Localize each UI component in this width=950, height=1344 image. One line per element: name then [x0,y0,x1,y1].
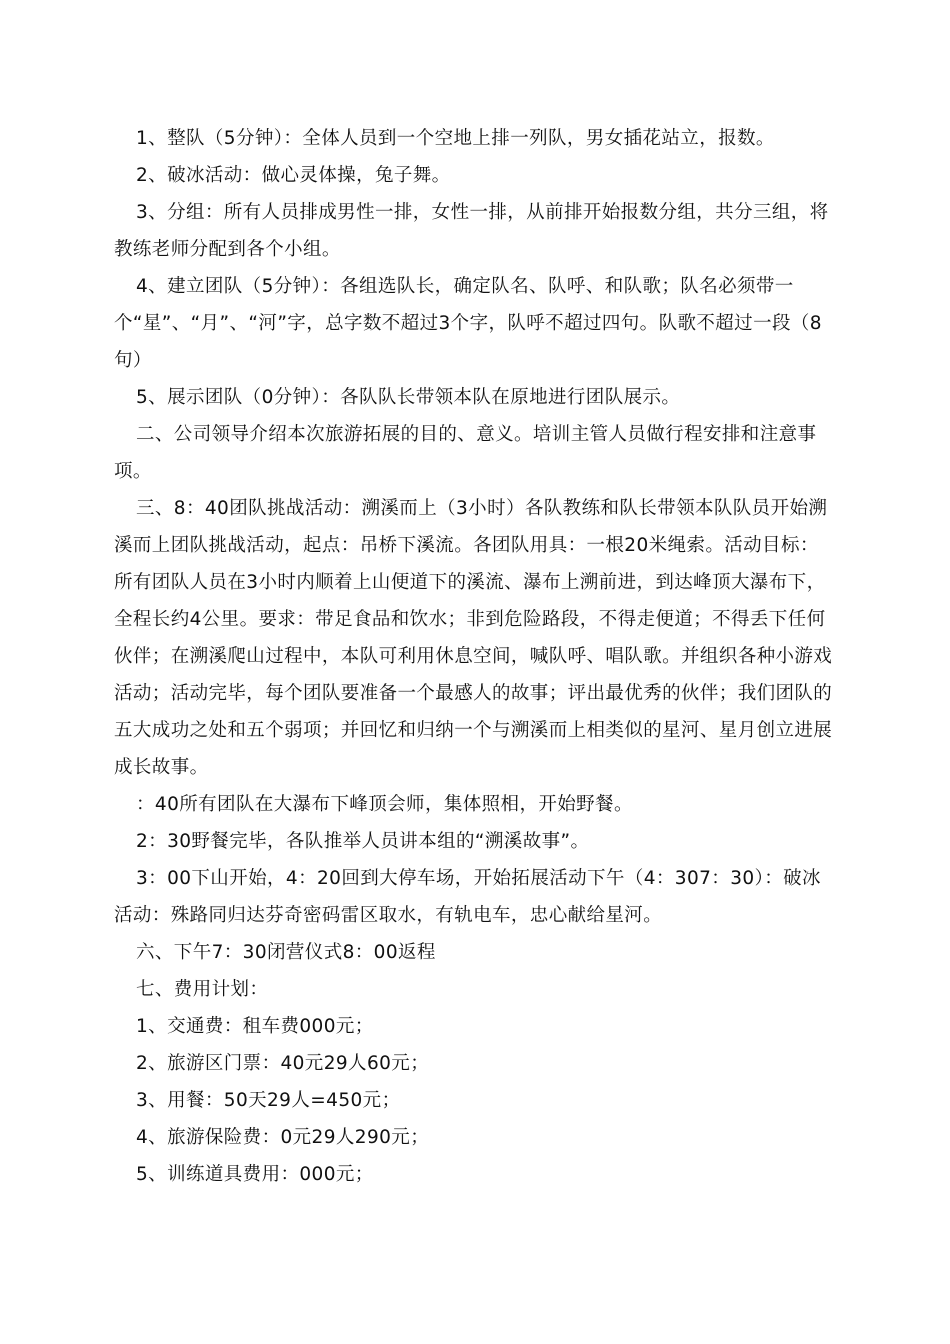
paragraph-cost-transport: 1、交通费：租车费000元； [136,1016,374,1037]
paragraph-stream-challenge: 三、8：40团队挑战活动：溯溪而上（3小时）各队教练和队长带领本队队员开始溯溪而上团队挑战活动，起点：吊桥下溪流。各团队用具：一根20米绳索。活动目标：所有团队人员在3小时内顺着上山便道下的溪流、瀑布上溯前进，到达峰顶大瀑布下，全程长约4公里。要求：带足食品和饮水；非到危险路段，不得走便道；不得丢下任何伙伴；在溯溪爬山过程中，本队可利用休息空间，喊队呼、唱队歌。并组织各种小游戏活动；活动完毕，每个团队要准备一个最感人的故事；评出最优秀的伙伴；我们团队的五大成功之处和五个弱项；并回忆和归纳一个与溯溪而上相类似的星河、星月创立进展成长故事。 [114,498,833,778]
paragraph-build-team: 4、建立团队（5分钟）：各组选队长，确定队名、队呼、和队歌；队名必须带一个“星”、“月”、“河”字，总字数不超过3个字，队呼不超过四句。队歌不超过一段（8句） [114,276,822,371]
paragraph-cost-tickets: 2、旅游区门票：40元29人60元； [136,1053,430,1074]
paragraph-line-up: 1、整队（5分钟）：全体人员到一个空地上排一列队，男女插花站立，报数。 [136,128,775,149]
paragraph-cost-meals: 3、用餐：50天29人=450元； [136,1090,401,1111]
paragraph-cost-plan: 七、费用计划： [136,979,269,1000]
paragraph-afternoon-activities: 3：00下山开始，4：20回到大停车场，开始拓展活动下午（4：307：30）：破冰活动：殊路同归达芬奇密码雷区取水，有轨电车，忠心献给星河。 [114,868,821,926]
paragraph-stream-story: 2：30野餐完毕，各队推举人员讲本组的“溯溪故事”。 [136,831,590,852]
paragraph-icebreaker: 2、破冰活动：做心灵体操，兔子舞。 [136,165,451,186]
paragraph-leader-intro: 二、公司领导介绍本次旅游拓展的目的、意义。培训主管人员做行程安排和注意事项。 [114,424,817,482]
paragraph-summit-picnic: ：40所有团队在大瀑布下峰顶会师，集体照相，开始野餐。 [136,794,633,815]
paragraph-grouping: 3、分组：所有人员排成男性一排，女性一排，从前排开始报数分组，共分三组，将教练老师分配到各个小组。 [114,202,829,260]
paragraph-cost-equipment: 5、训练道具费用：000元； [136,1164,374,1185]
paragraph-cost-insurance: 4、旅游保险费：0元29人290元； [136,1127,430,1148]
paragraph-show-team: 5、展示团队（0分钟）：各队队长带领本队在原地进行团队展示。 [136,387,681,408]
paragraph-closing: 六、下午7：30闭营仪式8：00返程 [136,942,436,963]
document-body [114,120,836,1193]
